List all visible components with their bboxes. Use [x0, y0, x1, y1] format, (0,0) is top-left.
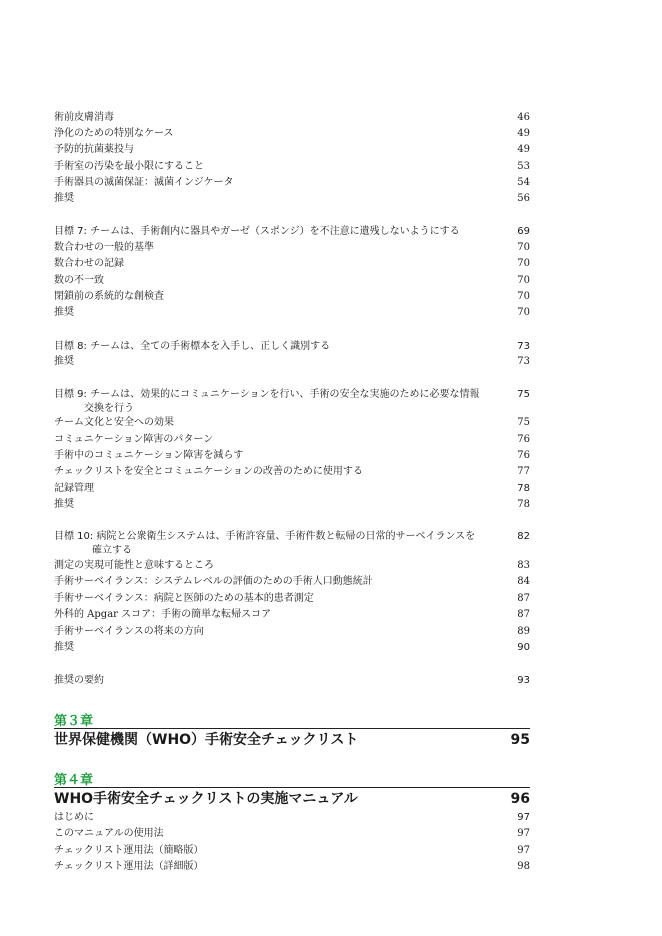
toc-entry-title: 測定の実現可能性と意味するところ: [54, 560, 214, 571]
toc-entry-title: 推奨: [54, 642, 74, 653]
toc-entry-page: 54: [517, 177, 530, 188]
toc-goal-title-line2: 確立する: [92, 545, 132, 556]
chapter-3-heading[interactable]: [54, 728, 530, 749]
toc-entry-title: 外科的 Apgar スコア：手術の簡単な転帰スコア: [54, 609, 272, 620]
toc-entry-title: 手術サーベイランス：システムレベルの評価のための手術人口動態統計: [54, 576, 373, 587]
toc-entry-page: 84: [517, 576, 530, 587]
toc-entry-title: 推奨: [54, 356, 74, 367]
toc-entry-page: 75: [517, 417, 530, 428]
toc-goal-title-line2: 交換を行う: [84, 403, 134, 414]
toc-entry-title: 手術器具の滅菌保証：滅菌インジケータ: [54, 177, 234, 188]
toc-entry-title: 手術サーベイランス：病院と医師のための基本的患者測定: [54, 593, 314, 604]
toc-entry-page: 49: [517, 128, 530, 139]
toc-goal-page: 75: [517, 389, 530, 400]
toc-entry-page: 76: [517, 434, 530, 445]
toc-entry-page: 73: [517, 356, 530, 367]
toc-summary-title: 推奨の要約: [54, 675, 104, 686]
chapter-3-title: 世界保健機関（WHO）手術安全チェックリスト: [54, 732, 359, 748]
toc-entry-title: 数の不一致: [54, 275, 104, 286]
toc-entry-page: 46: [517, 112, 530, 123]
chapter-3-label: 第３章: [54, 714, 94, 729]
toc-entry-page: 98: [517, 861, 530, 872]
toc-entry-title: チーム文化と安全への効果: [54, 417, 174, 428]
toc-goal-title-line1: 目標 9: チームは、効果的にコミュニケーションを行い、手術の安全な実施のために必要な情報: [54, 389, 480, 400]
toc-entry-page: 53: [517, 161, 530, 172]
toc-entry-page: 97: [517, 845, 530, 856]
toc-entry-page: 70: [517, 291, 530, 302]
toc-entry-page: 90: [517, 642, 530, 653]
toc-goal-title: 目標 7: チームは、手術創内に器具やガーゼ（スポンジ）を不注意に遺残しないようにする: [54, 226, 460, 237]
toc-entry-page: 83: [517, 560, 530, 571]
toc-entry-title: コミュニケーション障害のパターン: [54, 434, 214, 445]
toc-entry-title: 数合わせの一般的基準: [54, 242, 154, 253]
toc-entry-page: 77: [517, 466, 530, 477]
toc-entry-page: 56: [517, 193, 530, 204]
toc-goal-title: [54, 530, 484, 558]
toc-goal-page: 73: [517, 341, 530, 352]
toc-goal-title-line1: 目標 10: 病院と公衆衛生システムは、手術許容量、手術件数と転帰の日常的サーベイランスを: [54, 531, 476, 542]
toc-entry-page: 87: [517, 609, 530, 620]
chapter-4-page: 96: [510, 791, 530, 807]
toc-entry-title: 予防的抗菌薬投与: [54, 144, 134, 155]
toc-entry-page: 78: [517, 499, 530, 510]
toc-entry-page: 76: [517, 450, 530, 461]
toc-entry-page: 70: [517, 307, 530, 318]
toc-entry-title: 術前皮膚消毒: [54, 112, 114, 123]
toc-summary-page: 93: [517, 675, 530, 686]
toc-entry-title: 推奨: [54, 307, 74, 318]
toc-entry-page: 89: [517, 626, 530, 637]
toc-entry-title: 推奨: [54, 193, 74, 204]
toc-entry-title: 手術サーベイランスの将来の方向: [54, 626, 204, 637]
toc-entry-page: 49: [517, 144, 530, 155]
toc-goal-title: 目標 8: チームは、全ての手術標本を入手し、正しく識別する: [54, 341, 331, 352]
toc-entry-title: 閉鎖前の系統的な創検査: [54, 291, 164, 302]
toc-entry-page: 70: [517, 242, 530, 253]
toc-entry-title: 浄化のための特別なケース: [54, 128, 174, 139]
toc-goal-page: 82: [517, 531, 530, 542]
toc-entry-title: 手術中のコミュニケーション障害を減らす: [54, 450, 244, 461]
toc-entry-page: 70: [517, 258, 530, 269]
toc-entry-page: 70: [517, 275, 530, 286]
toc-entry-title: このマニュアルの使用法: [54, 828, 164, 839]
toc-entry-page: 97: [517, 828, 530, 839]
toc-entry-title: チェックリスト運用法（詳細版）: [54, 861, 204, 872]
toc-entry-title: チェックリスト運用法（簡略版）: [54, 845, 204, 856]
toc-entry-page: 97: [517, 812, 530, 823]
chapter-4-label: 第４章: [54, 773, 94, 788]
toc-goal-title: [54, 388, 484, 416]
toc-entry-title: 記録管理: [54, 483, 94, 494]
chapter-4-title: WHO手術安全チェックリストの実施マニュアル: [54, 791, 358, 807]
toc-entry-page: 87: [517, 593, 530, 604]
toc-entry-title: 推奨: [54, 499, 74, 510]
chapter-4-heading[interactable]: [54, 787, 530, 808]
chapter-3-page: 95: [510, 732, 530, 748]
toc-entry-title: 手術室の汚染を最小限にすること: [54, 161, 204, 172]
toc-entry-page: 78: [517, 483, 530, 494]
toc-goal-page: 69: [517, 226, 530, 237]
toc-entry-title: はじめに: [54, 812, 94, 823]
toc-entry-title: 数合わせの記録: [54, 258, 124, 269]
toc-entry-title: チェックリストを安全とコミュニケーションの改善のために使用する: [54, 466, 363, 477]
